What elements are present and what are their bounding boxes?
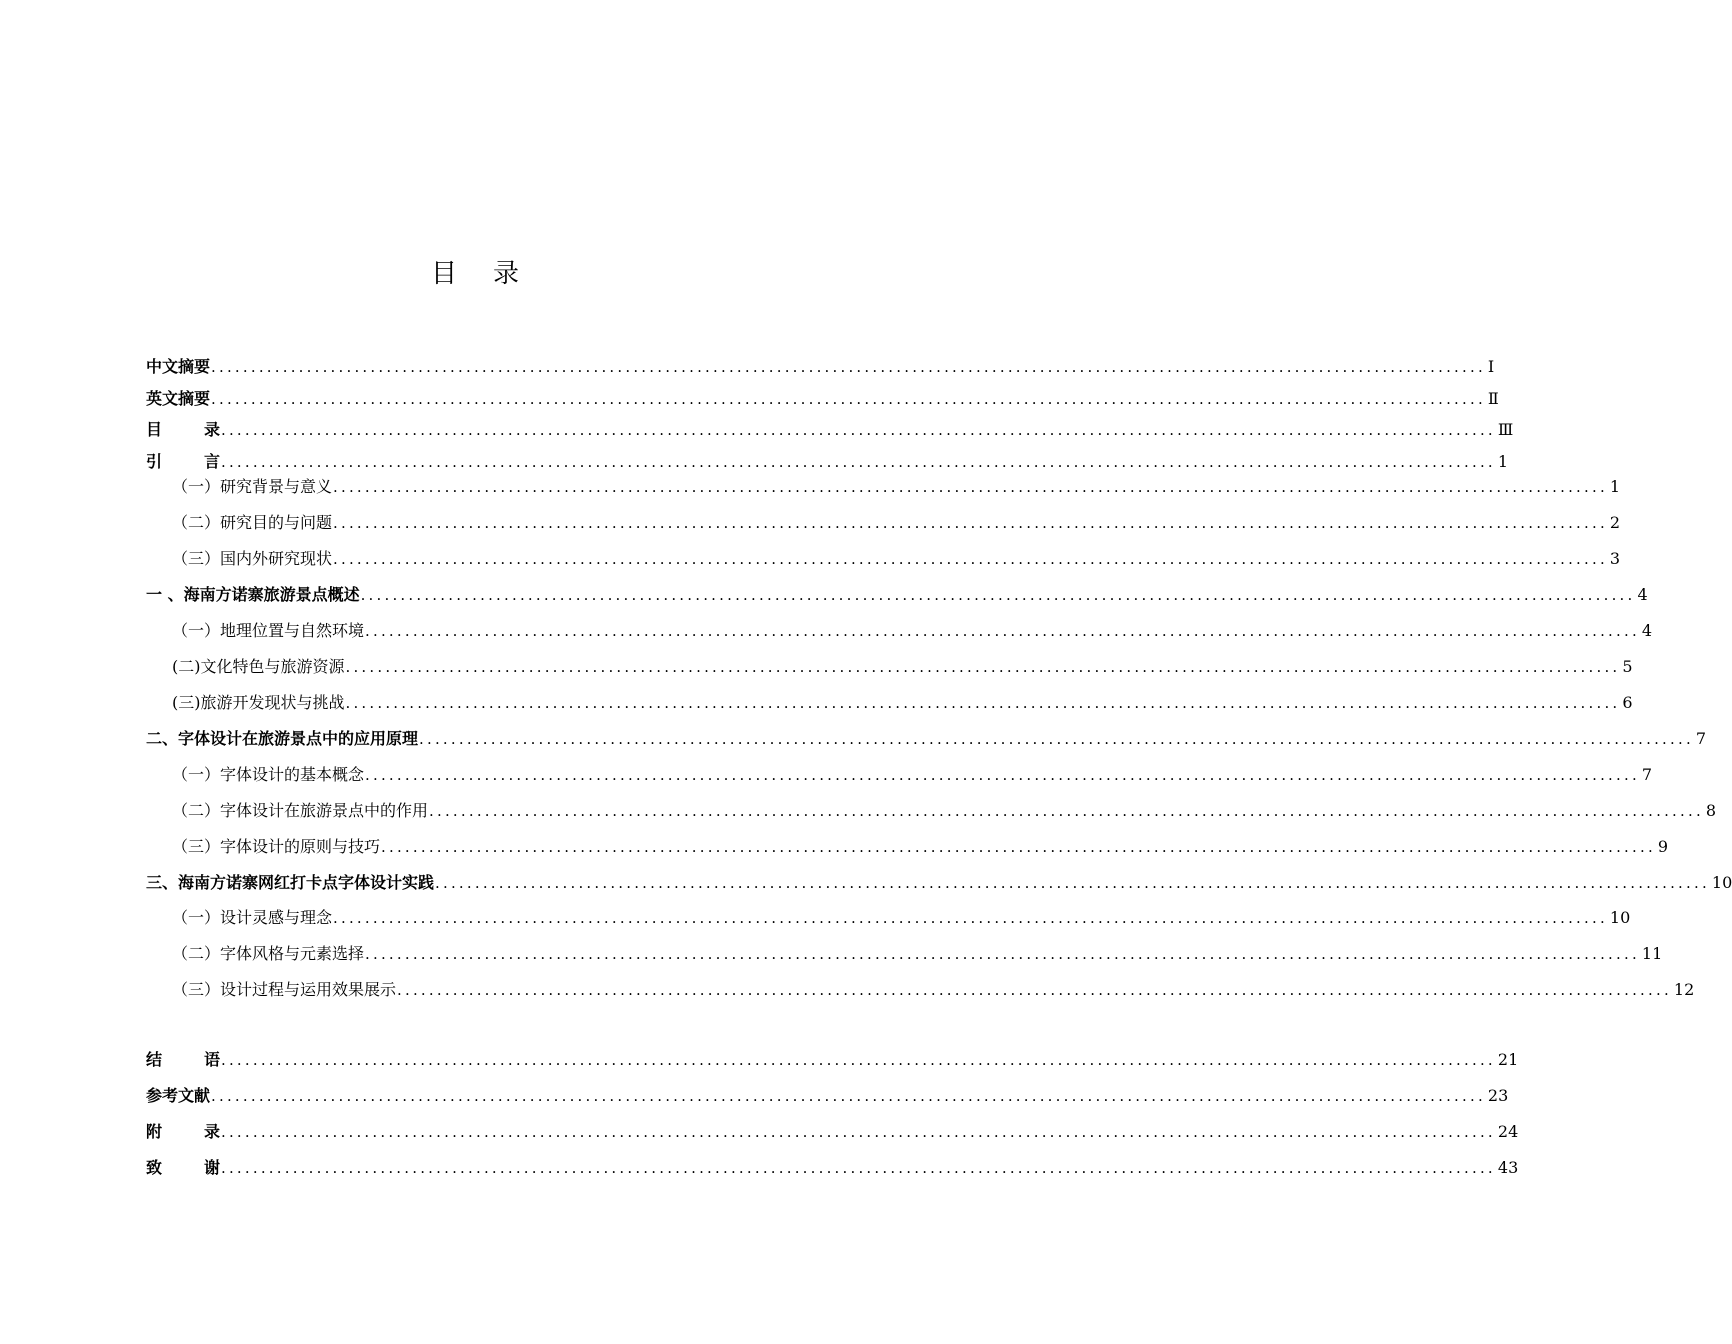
dot-leader: ................................................................................................................................................................ bbox=[221, 1051, 1496, 1069]
dot-leader: ................................................................................................................................................................ bbox=[211, 358, 1486, 376]
toc-title-char-1: 目 bbox=[430, 259, 457, 289]
toc-entry-page-number: 11 bbox=[1641, 944, 1663, 963]
toc-entry-label: 参考文献 bbox=[146, 1086, 211, 1105]
toc-entry-chapter-3-3[interactable] bbox=[172, 973, 1695, 1001]
toc-entry-label: 三、海南方诺寨网红打卡点字体设计实践 bbox=[146, 873, 435, 892]
toc-entry-label bbox=[146, 1049, 220, 1071]
toc-entry-label-char: 目 bbox=[146, 420, 163, 439]
toc-entry-label bbox=[146, 419, 220, 441]
toc-entry-yinyan-2[interactable] bbox=[172, 506, 1621, 534]
toc-entry-label: (三)旅游开发现状与挑战 bbox=[172, 693, 345, 712]
toc-entry-label-char: 致 bbox=[146, 1158, 163, 1177]
toc-entry-label-char: 引 bbox=[146, 452, 163, 471]
toc-entry-page-number: 24 bbox=[1497, 1122, 1519, 1141]
toc-entry-chapter-2[interactable] bbox=[146, 722, 1707, 750]
toc-entry-page-number: 6 bbox=[1622, 693, 1633, 712]
dot-leader: ................................................................................................................................................................ bbox=[221, 1123, 1496, 1141]
toc-entry-yinyan-1[interactable] bbox=[172, 470, 1621, 498]
toc-entry-label: （三）设计过程与运用效果展示 bbox=[172, 980, 397, 999]
toc-entry-label: （一）设计灵感与理念 bbox=[172, 908, 333, 927]
dot-leader: ................................................................................................................................................................ bbox=[435, 874, 1710, 892]
toc-entry-label: 中文摘要 bbox=[146, 357, 211, 376]
toc-entry-yinyan[interactable] bbox=[146, 445, 1509, 473]
toc-entry-fulu[interactable] bbox=[146, 1115, 1519, 1143]
toc-entry-label: （一）地理位置与自然环境 bbox=[172, 621, 365, 640]
toc-entry-zhixie[interactable] bbox=[146, 1151, 1519, 1179]
toc-entry-yingwen-zhaiyao[interactable] bbox=[146, 382, 1499, 410]
toc-entry-chapter-2-3[interactable] bbox=[172, 830, 1669, 858]
toc-entry-label: 英文摘要 bbox=[146, 389, 211, 408]
dot-leader: ................................................................................................................................................................ bbox=[360, 586, 1636, 604]
dot-leader: ................................................................................................................................................................ bbox=[221, 1159, 1496, 1177]
toc-entry-zhongwen-zhaiyao[interactable] bbox=[146, 350, 1495, 378]
toc-entry-label-char: 录 bbox=[203, 1122, 220, 1141]
toc-entry-chapter-3-2[interactable] bbox=[172, 937, 1663, 965]
toc-entry-chapter-2-2[interactable] bbox=[172, 794, 1717, 822]
dot-leader: ................................................................................................................................................................ bbox=[333, 550, 1608, 568]
dot-leader: ................................................................................................................................................................ bbox=[365, 622, 1640, 640]
dot-leader: ................................................................................................................................................................ bbox=[221, 453, 1496, 471]
toc-entry-page-number: Ⅲ bbox=[1497, 420, 1514, 439]
toc-entry-page-number: 9 bbox=[1657, 837, 1669, 856]
toc-entry-label: （一）研究背景与意义 bbox=[172, 477, 333, 496]
toc-entry-label-char: 谢 bbox=[203, 1158, 220, 1177]
dot-leader: ................................................................................................................................................................ bbox=[333, 478, 1608, 496]
toc-entry-label: （一）字体设计的基本概念 bbox=[172, 765, 365, 784]
toc-entry-page-number: 12 bbox=[1673, 980, 1695, 999]
dot-leader: ................................................................................................................................................................ bbox=[429, 802, 1704, 820]
dot-leader: ................................................................................................................................................................ bbox=[211, 1087, 1486, 1105]
toc-entry-chapter-1[interactable] bbox=[146, 578, 1648, 606]
toc-entry-yinyan-3[interactable] bbox=[172, 542, 1621, 570]
toc-title bbox=[0, 256, 950, 292]
toc-entry-page-number: 10 bbox=[1711, 873, 1732, 892]
dot-leader: ................................................................................................................................................................ bbox=[397, 981, 1672, 999]
toc-entry-chapter-3[interactable] bbox=[146, 866, 1732, 894]
toc-entry-label: （三）字体设计的原则与技巧 bbox=[172, 837, 381, 856]
toc-entry-page-number: 4 bbox=[1637, 585, 1648, 604]
dot-leader: ................................................................................................................................................................ bbox=[221, 421, 1496, 439]
toc-entry-label-char: 附 bbox=[146, 1122, 163, 1141]
toc-entry-label: （二）研究目的与问题 bbox=[172, 513, 333, 532]
dot-leader: ................................................................................................................................................................ bbox=[365, 766, 1640, 784]
toc-entry-label: 一 、海南方诺寨旅游景点概述 bbox=[146, 585, 360, 604]
toc-entry-label-char: 录 bbox=[203, 420, 220, 439]
toc-entry-mulu[interactable] bbox=[146, 413, 1514, 441]
toc-entry-page-number: 8 bbox=[1705, 801, 1717, 820]
toc-entry-label: (二)文化特色与旅游资源 bbox=[172, 657, 345, 676]
toc-entry-label: 二、字体设计在旅游景点中的应用原理 bbox=[146, 729, 419, 748]
toc-entry-label bbox=[146, 1157, 220, 1179]
toc-entry-label-char: 语 bbox=[203, 1050, 220, 1069]
toc-entry-page-number: 10 bbox=[1609, 908, 1631, 927]
dot-leader: ................................................................................................................................................................ bbox=[211, 390, 1486, 408]
dot-leader: ................................................................................................................................................................ bbox=[345, 658, 1621, 676]
toc-entry-chapter-1-1[interactable] bbox=[172, 614, 1653, 642]
dot-leader: ................................................................................................................................................................ bbox=[381, 838, 1656, 856]
toc-entry-label-char: 言 bbox=[203, 452, 220, 471]
dot-leader: ................................................................................................................................................................ bbox=[365, 945, 1640, 963]
toc-entry-page-number: 43 bbox=[1497, 1158, 1519, 1177]
toc-entry-chapter-1-2[interactable] bbox=[172, 650, 1633, 678]
toc-entry-page-number: 21 bbox=[1497, 1050, 1519, 1069]
toc-entry-page-number: 1 bbox=[1609, 477, 1621, 496]
dot-leader: ................................................................................................................................................................ bbox=[419, 730, 1694, 748]
toc-entry-jieyu[interactable] bbox=[146, 1043, 1519, 1071]
toc-entry-label: （二）字体风格与元素选择 bbox=[172, 944, 365, 963]
toc-entry-cankao-wenxian[interactable] bbox=[146, 1079, 1509, 1107]
toc-entry-page-number: Ⅰ bbox=[1487, 357, 1495, 376]
toc-entry-page-number: 23 bbox=[1487, 1086, 1509, 1105]
dot-leader: ................................................................................................................................................................ bbox=[345, 694, 1621, 712]
dot-leader: ................................................................................................................................................................ bbox=[333, 909, 1608, 927]
toc-entry-label bbox=[146, 1121, 220, 1143]
toc-entry-chapter-3-1[interactable] bbox=[172, 901, 1631, 929]
toc-entry-page-number: 7 bbox=[1695, 729, 1707, 748]
toc-entry-label-char: 结 bbox=[146, 1050, 163, 1069]
toc-title-char-2: 录 bbox=[493, 259, 520, 289]
toc-entry-page-number: 5 bbox=[1622, 657, 1633, 676]
toc-entry-page-number: 7 bbox=[1641, 765, 1653, 784]
toc-entry-label: （二）字体设计在旅游景点中的作用 bbox=[172, 801, 429, 820]
toc-entry-page-number: 2 bbox=[1609, 513, 1621, 532]
toc-entry-page-number: 3 bbox=[1609, 549, 1621, 568]
toc-entry-chapter-2-1[interactable] bbox=[172, 758, 1653, 786]
toc-entry-page-number: Ⅱ bbox=[1487, 389, 1499, 408]
dot-leader: ................................................................................................................................................................ bbox=[333, 514, 1608, 532]
toc-entry-page-number: 4 bbox=[1641, 621, 1653, 640]
toc-entry-label: （三）国内外研究现状 bbox=[172, 549, 333, 568]
toc-entry-chapter-1-3[interactable] bbox=[172, 686, 1633, 714]
toc-entry-page-number: 1 bbox=[1497, 452, 1509, 471]
